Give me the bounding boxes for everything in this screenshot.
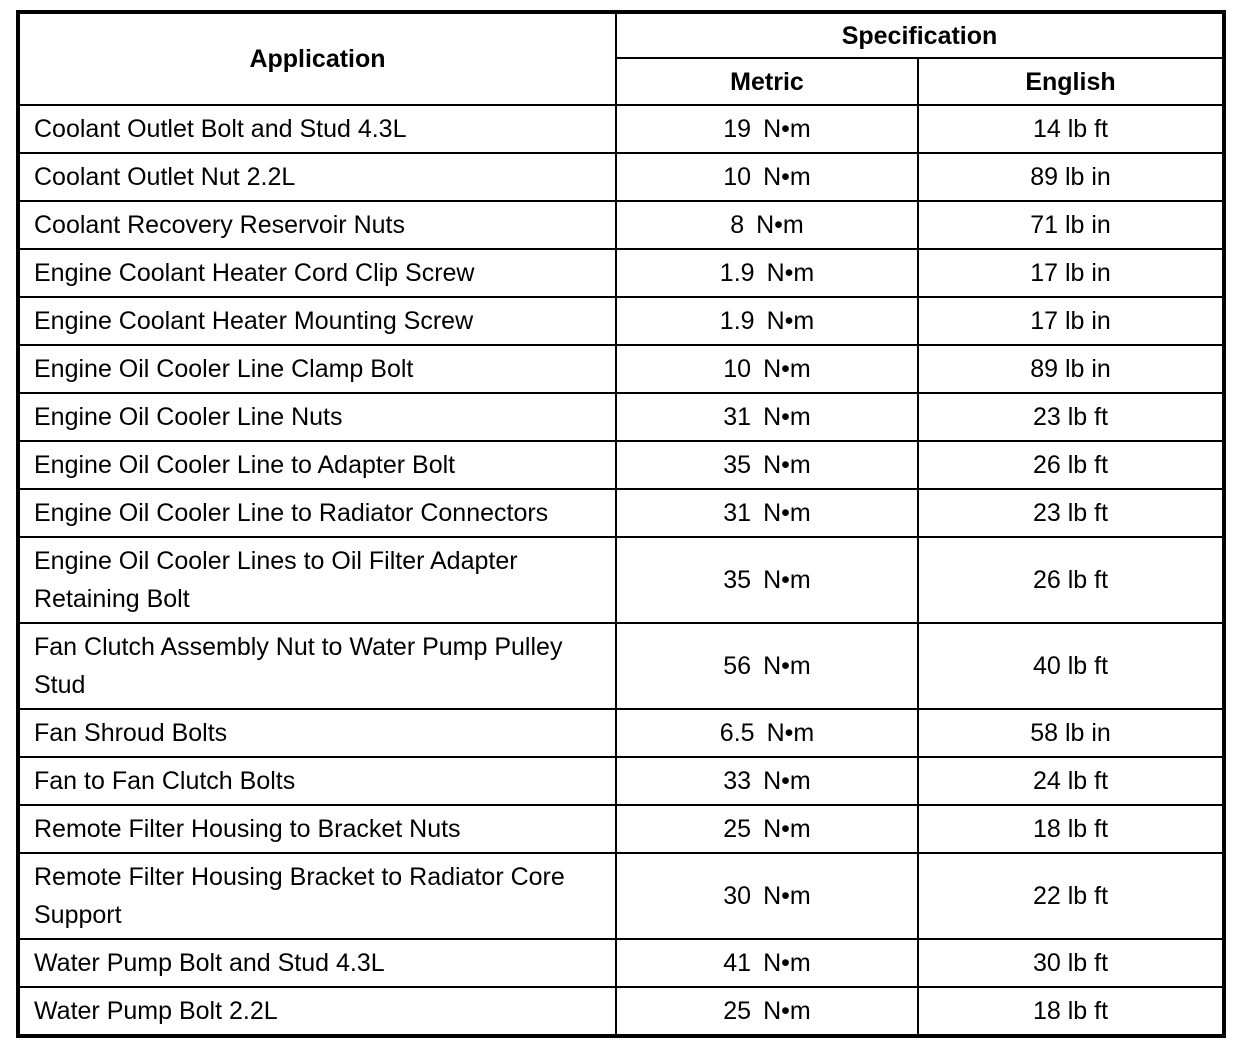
metric-cell [616,489,918,537]
metric-value: 31 [723,499,752,527]
table-row [18,441,1224,489]
application-cell: Coolant Outlet Bolt and Stud 4.3L [18,105,616,153]
english-cell: 24 lb ft [918,757,1224,805]
metric-unit: N•m [763,815,811,843]
application-cell: Engine Oil Cooler Lines to Oil Filter Adapter Retaining Bolt [18,537,616,623]
metric-value: 1.9 [719,259,755,287]
metric-cell [616,153,918,201]
metric-value: 8 [730,211,745,239]
english-cell: 18 lb ft [918,805,1224,853]
metric-unit: N•m [763,403,811,431]
english-cell: 89 lb in [918,153,1224,201]
metric-cell [616,853,918,939]
metric-cell [616,623,918,709]
english-cell: 26 lb ft [918,537,1224,623]
application-cell: Engine Coolant Heater Mounting Screw [18,297,616,345]
metric-unit: N•m [763,882,811,910]
table-row [18,345,1224,393]
metric-unit: N•m [763,566,811,594]
english-cell: 40 lb ft [918,623,1224,709]
metric-unit: N•m [763,451,811,479]
torque-specification-table [16,10,1226,1038]
application-cell: Water Pump Bolt and Stud 4.3L [18,939,616,987]
english-cell: 17 lb in [918,297,1224,345]
table-body [18,105,1224,1036]
metric-header: Metric [616,58,918,105]
metric-unit: N•m [763,163,811,191]
metric-value: 56 [723,652,752,680]
application-cell: Coolant Recovery Reservoir Nuts [18,201,616,249]
application-cell: Fan to Fan Clutch Bolts [18,757,616,805]
metric-value: 10 [723,355,752,383]
application-cell: Engine Coolant Heater Cord Clip Screw [18,249,616,297]
table-row [18,853,1224,939]
metric-value: 25 [723,997,752,1025]
metric-cell [616,249,918,297]
metric-unit: N•m [766,719,815,747]
application-cell: Engine Oil Cooler Line to Adapter Bolt [18,441,616,489]
metric-value: 41 [723,949,752,977]
metric-value: 30 [723,882,752,910]
table-row [18,537,1224,623]
table-row [18,987,1224,1036]
specification-header: Specification [616,12,1224,58]
metric-unit: N•m [763,499,811,527]
application-cell: Engine Oil Cooler Line to Radiator Connectors [18,489,616,537]
metric-cell [616,201,918,249]
metric-cell [616,297,918,345]
metric-cell [616,345,918,393]
table-row [18,805,1224,853]
table-row [18,757,1224,805]
table-row [18,249,1224,297]
english-header: English [918,58,1224,105]
metric-unit: N•m [763,652,811,680]
english-cell: 17 lb in [918,249,1224,297]
application-cell: Remote Filter Housing Bracket to Radiator Core Support [18,853,616,939]
metric-unit: N•m [763,767,811,795]
english-cell: 30 lb ft [918,939,1224,987]
metric-cell [616,105,918,153]
metric-value: 35 [723,566,752,594]
metric-cell [616,441,918,489]
english-cell: 22 lb ft [918,853,1224,939]
table-row [18,939,1224,987]
application-cell: Coolant Outlet Nut 2.2L [18,153,616,201]
english-cell: 23 lb ft [918,489,1224,537]
application-cell: Remote Filter Housing to Bracket Nuts [18,805,616,853]
table-row [18,489,1224,537]
metric-unit: N•m [756,211,804,239]
english-cell: 26 lb ft [918,441,1224,489]
english-cell: 58 lb in [918,709,1224,757]
metric-cell [616,805,918,853]
application-cell: Engine Oil Cooler Line Clamp Bolt [18,345,616,393]
table-row [18,201,1224,249]
english-cell: 14 lb ft [918,105,1224,153]
metric-value: 19 [723,115,752,143]
application-cell: Engine Oil Cooler Line Nuts [18,393,616,441]
application-cell: Water Pump Bolt 2.2L [18,987,616,1036]
english-cell: 89 lb in [918,345,1224,393]
metric-value: 6.5 [719,719,755,747]
application-header: Application [18,12,616,105]
metric-cell [616,757,918,805]
english-cell: 71 lb in [918,201,1224,249]
metric-value: 33 [723,767,752,795]
table-row [18,623,1224,709]
metric-value: 1.9 [719,307,755,335]
metric-unit: N•m [766,259,815,287]
metric-value: 25 [723,815,752,843]
table-row [18,153,1224,201]
metric-unit: N•m [763,997,811,1025]
metric-cell [616,939,918,987]
metric-cell [616,709,918,757]
metric-value: 10 [723,163,752,191]
metric-cell [616,393,918,441]
metric-unit: N•m [763,115,811,143]
application-cell: Fan Shroud Bolts [18,709,616,757]
metric-unit: N•m [763,949,811,977]
table-row [18,709,1224,757]
application-cell: Fan Clutch Assembly Nut to Water Pump Pulley Stud [18,623,616,709]
metric-value: 31 [723,403,752,431]
header-row-top [18,12,1224,58]
english-cell: 23 lb ft [918,393,1224,441]
metric-unit: N•m [766,307,815,335]
table-row [18,393,1224,441]
table-row [18,297,1224,345]
metric-unit: N•m [763,355,811,383]
table-header [18,12,1224,105]
english-cell: 18 lb ft [918,987,1224,1036]
metric-cell [616,537,918,623]
table-row [18,105,1224,153]
metric-cell [616,987,918,1036]
metric-value: 35 [723,451,752,479]
